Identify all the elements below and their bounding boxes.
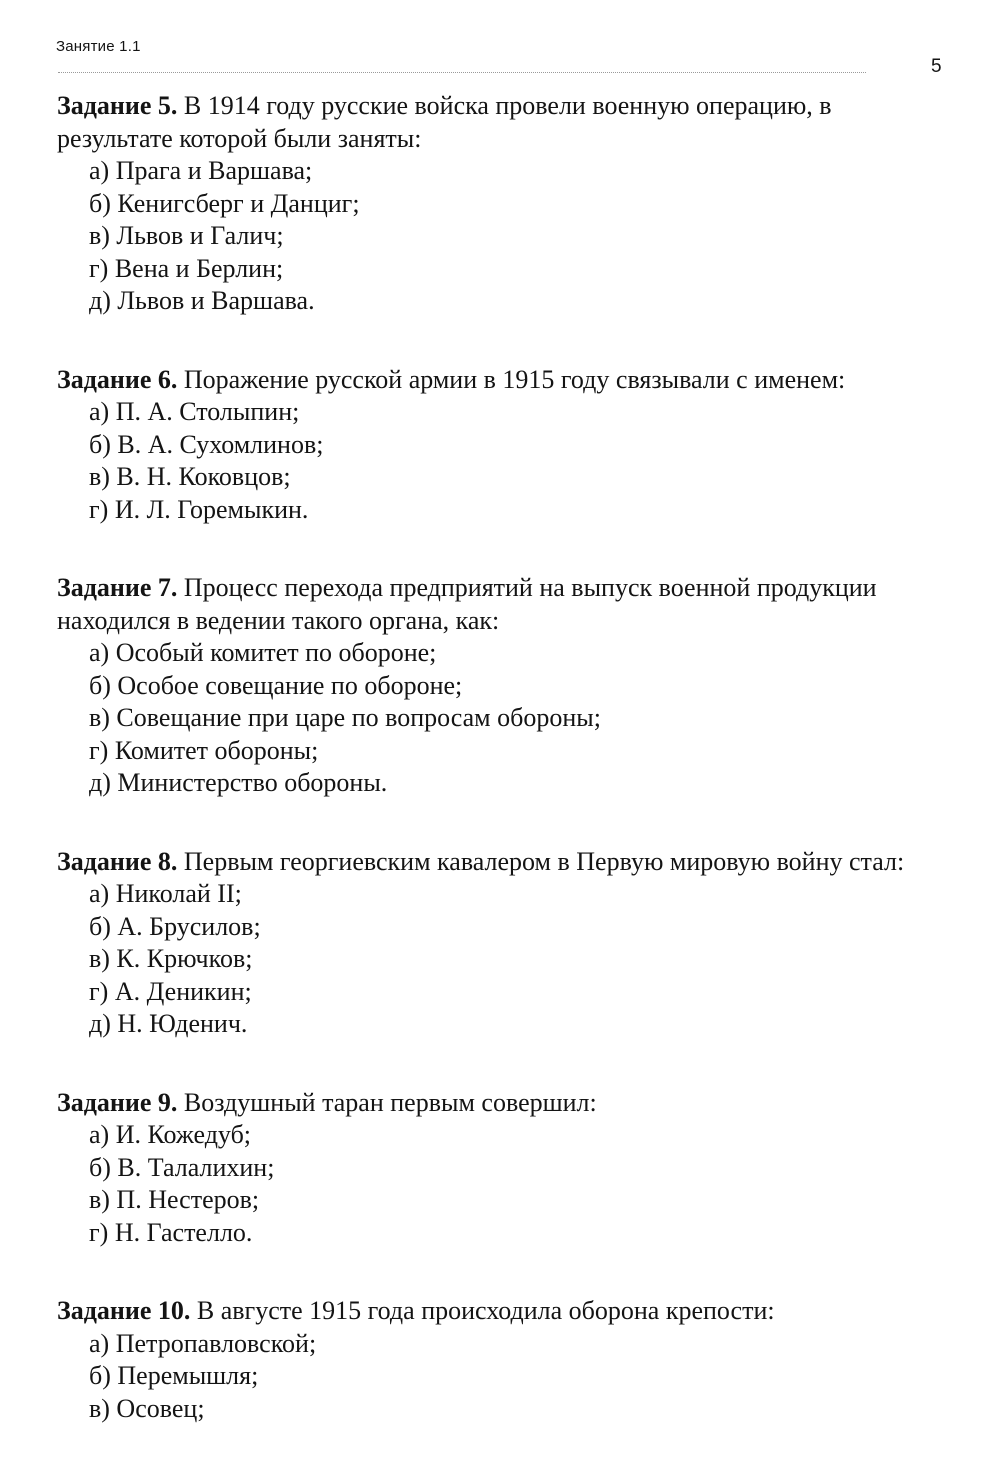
answer-option: б) Кенигсберг и Данциг; — [89, 188, 360, 218]
task-question-text: Процесс перехода предприятий на выпуск военной продукции находился в ведении такого органа, как: — [57, 573, 877, 635]
answer-option: б) В. Талалихин; — [89, 1152, 275, 1182]
task-question-text: В августе 1915 года происходила оборона крепости: — [196, 1296, 775, 1325]
task-question — [57, 1295, 949, 1328]
answer-option: а) П. А. Столыпин; — [89, 397, 300, 426]
answer-option: а) И. Кожедуб; — [89, 1120, 252, 1149]
task-question — [57, 846, 949, 879]
answer-option: г) Н. Гастелло. — [89, 1217, 253, 1247]
task-label: Задание 6. — [57, 364, 178, 394]
answer-options — [57, 1119, 949, 1249]
task-label: Задание 5. — [57, 91, 178, 120]
answer-option: в) Осовец; — [89, 1393, 205, 1423]
task-label: Задание 8. — [57, 846, 178, 876]
task-question-text: В 1914 году русские войска провели военную операцию, в результате которой были заняты: — [57, 91, 832, 153]
answer-option: а) Николай II; — [89, 879, 242, 908]
task-label: Задание 7. — [57, 573, 178, 602]
answer-option: а) Петропавловской; — [89, 1328, 317, 1358]
task-question — [57, 364, 949, 397]
header-divider — [58, 72, 866, 73]
answer-option: а) Особый комитет по обороне; — [89, 638, 437, 667]
task-7 — [57, 572, 949, 800]
task-question — [57, 1087, 949, 1120]
task-question — [57, 572, 949, 637]
task-question-text: Поражение русской армии в 1915 году связывали с именем: — [183, 364, 846, 394]
task-question-text: Воздушный таран первым совершил: — [183, 1087, 597, 1117]
answer-options — [57, 396, 949, 526]
answer-option: б) В. А. Сухомлинов; — [89, 429, 324, 459]
answer-option: в) Львов и Галич; — [89, 221, 284, 250]
answer-option: в) П. Нестеров; — [89, 1185, 260, 1214]
task-label: Задание 9. — [57, 1087, 178, 1117]
answer-option: д) Львов и Варшава. — [89, 286, 315, 315]
task-list — [57, 90, 949, 1471]
task-6 — [57, 364, 949, 527]
answer-options — [57, 878, 949, 1041]
task-9 — [57, 1087, 949, 1250]
answer-option: г) Вена и Берлин; — [89, 253, 284, 283]
answer-option: г) Комитет обороны; — [89, 735, 319, 765]
page-number: 5 — [931, 56, 942, 77]
task-10 — [57, 1295, 949, 1425]
task-5 — [57, 90, 949, 318]
answer-options — [57, 155, 949, 318]
task-question — [57, 90, 949, 155]
answer-option: б) Особое совещание по обороне; — [89, 670, 463, 700]
answer-option: в) К. Крючков; — [89, 944, 253, 973]
answer-option: б) А. Брусилов; — [89, 911, 261, 941]
answer-option: а) Прага и Варшава; — [89, 156, 313, 185]
answer-option: б) Перемышля; — [89, 1361, 259, 1390]
answer-options — [57, 637, 949, 800]
task-label: Задание 10. — [57, 1296, 191, 1325]
running-header: Занятие 1.1 — [56, 38, 141, 55]
task-8 — [57, 846, 949, 1041]
answer-option: д) Н. Юденич. — [89, 1009, 248, 1038]
answer-options — [57, 1328, 949, 1426]
answer-option: д) Министерство обороны. — [89, 768, 388, 797]
answer-option: г) А. Деникин; — [89, 976, 252, 1006]
answer-option: г) И. Л. Горемыкин. — [89, 494, 309, 524]
answer-option: в) Совещание при царе по вопросам обороны; — [89, 703, 601, 732]
answer-option: в) В. Н. Коковцов; — [89, 462, 291, 491]
task-question-text: Первым георгиевским кавалером в Первую мировую войну стал: — [183, 846, 905, 876]
